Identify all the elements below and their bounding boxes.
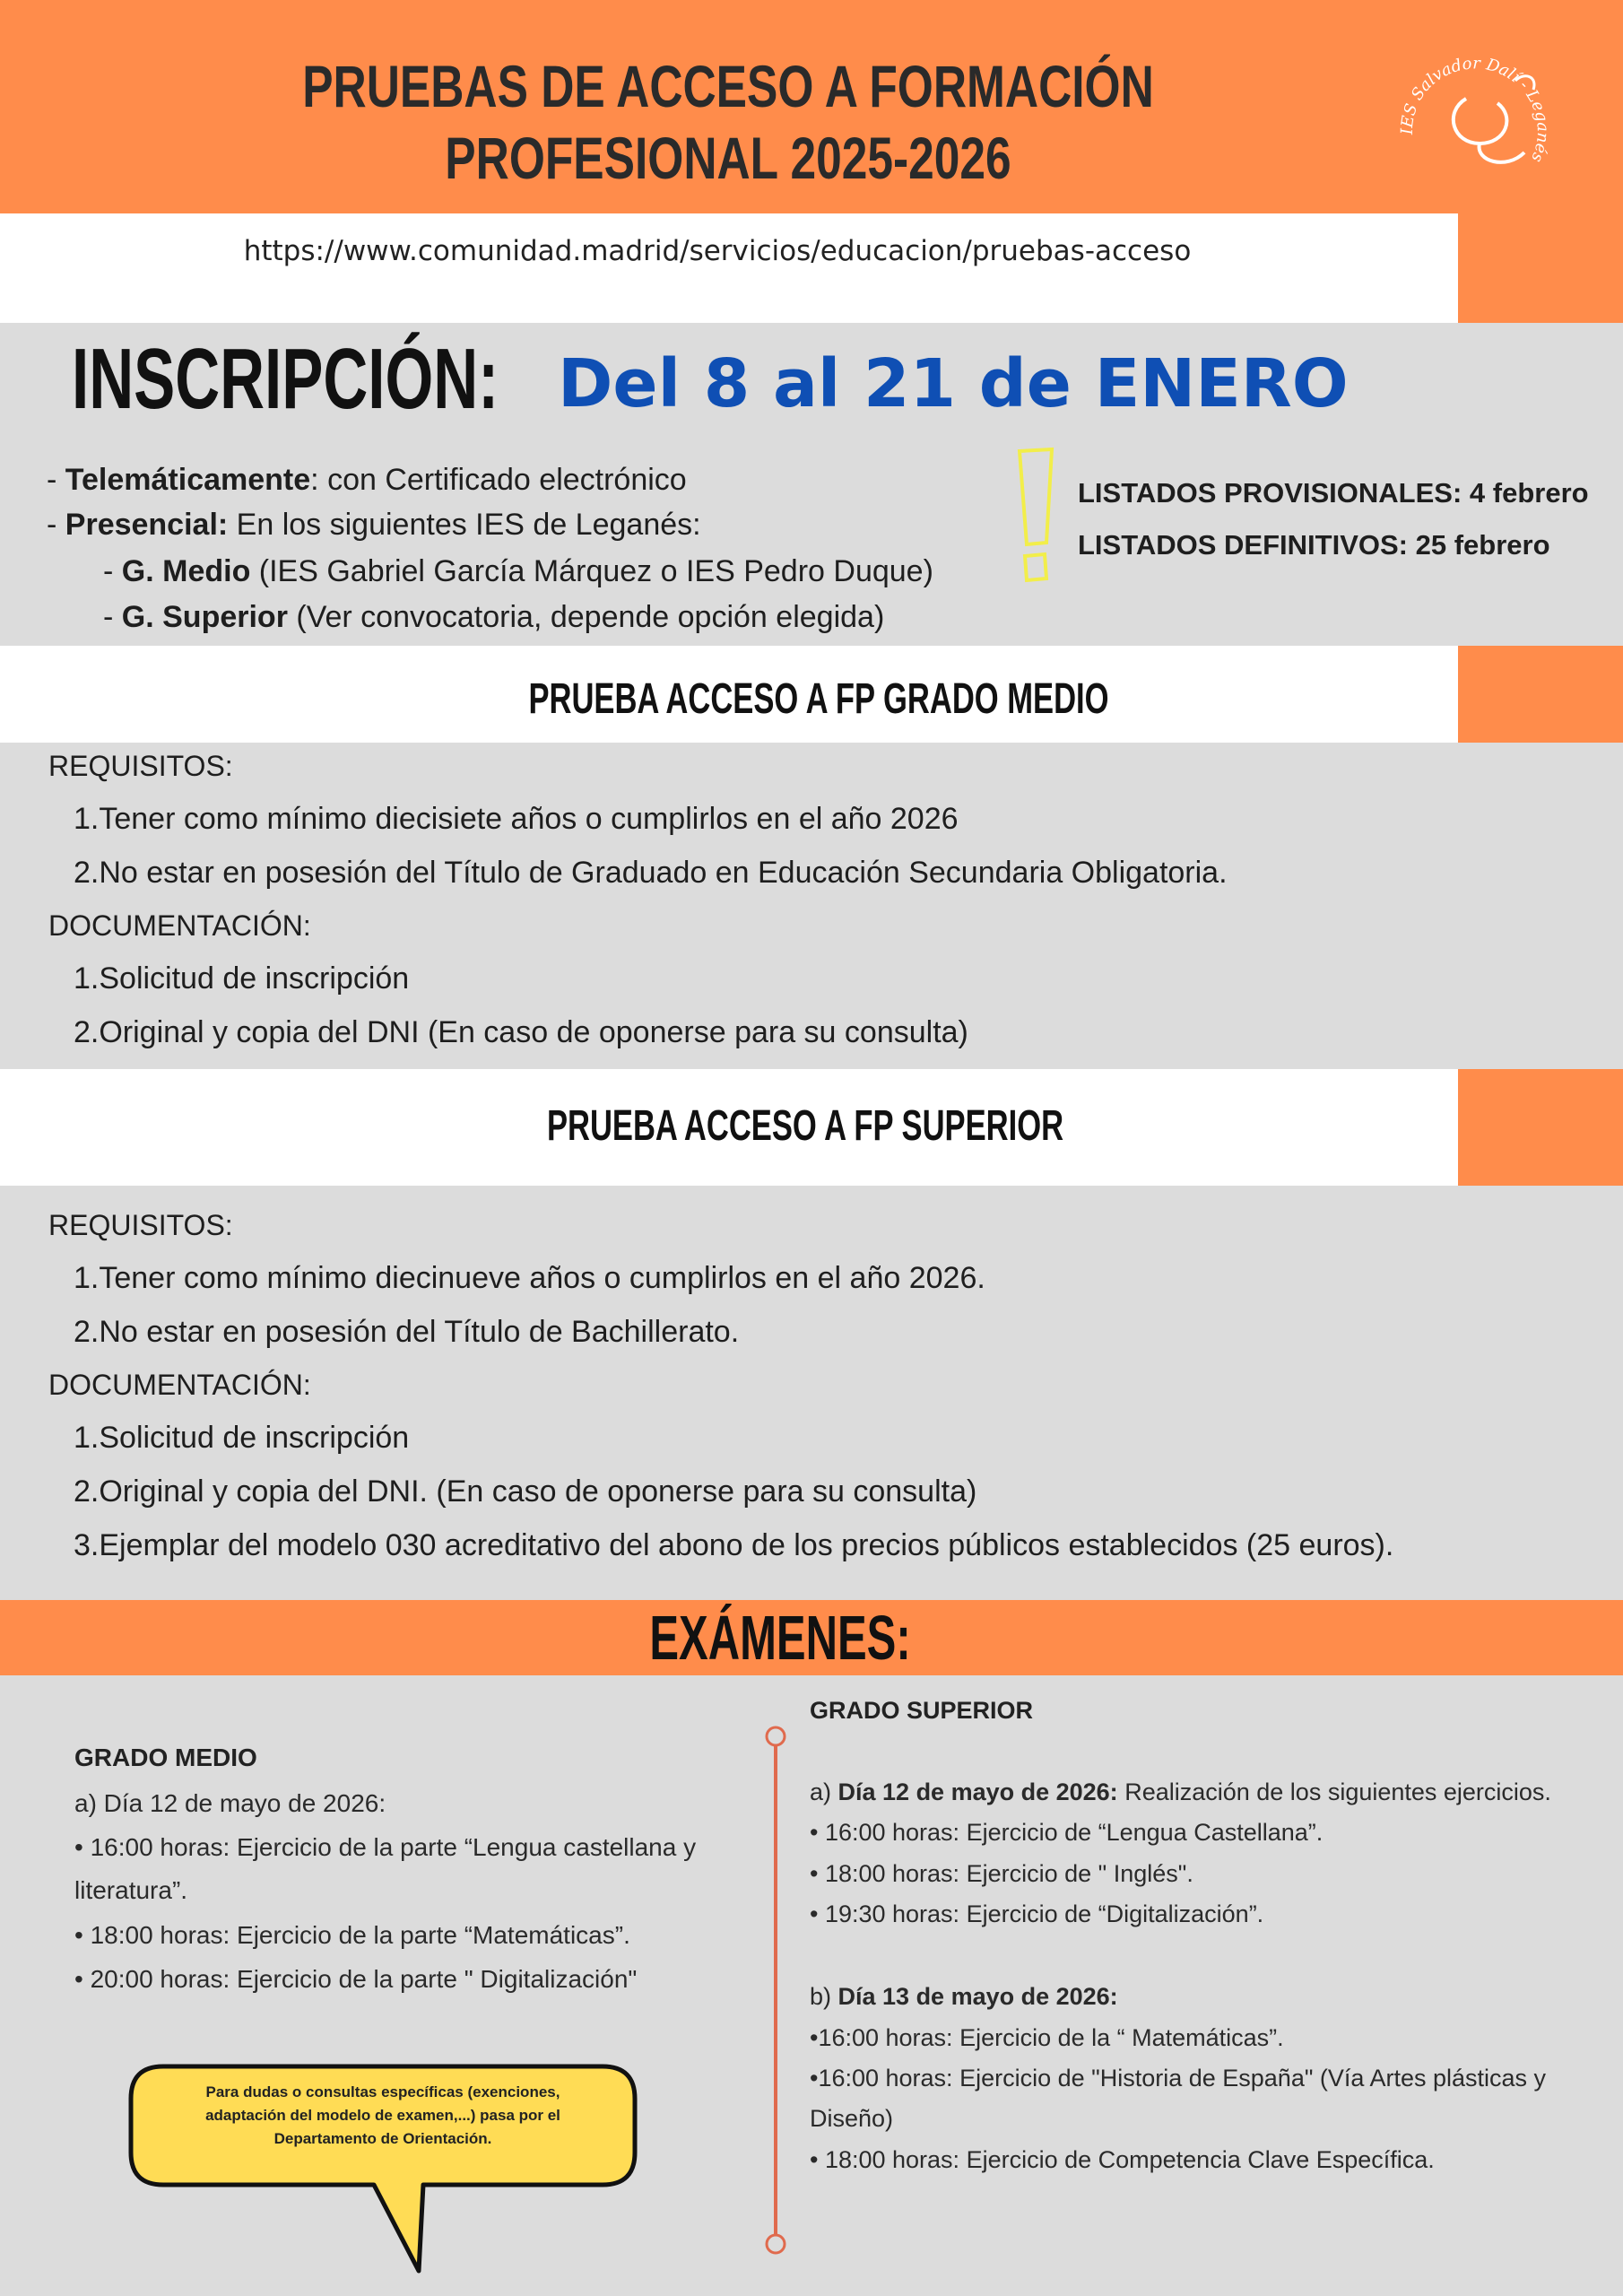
inscripcion-line-4: - G. Superior (Ver convocatoria, depende opción elegida) [103, 600, 885, 634]
medio-doc-item-2: 2.Original y copia del DNI (En caso de oponerse para su consulta) [74, 1015, 968, 1049]
inscripcion-line-3: - G. Medio (IES Gabriel García Márquez o IES Pedro Duque) [103, 554, 933, 588]
superior-heading: PRUEBA ACCESO A FP SUPERIOR [546, 1102, 1064, 1150]
page-title-line1: PRUEBAS DE ACCESO A FORMACIÓN [302, 53, 1154, 119]
speech-bubble [127, 2063, 638, 2278]
superior-doc-item-3: 3.Ejemplar del modelo 030 acreditativo del abono de los precios públicos establecidos (25 euros). [74, 1528, 1394, 1562]
exam-sup-a-line: a) Día 12 de mayo de 2026: Realización de los siguientes ejercicios. [810, 1779, 1551, 1805]
examenes-heading: EXÁMENES: [649, 1603, 911, 1673]
medio-heading-side [1458, 646, 1623, 743]
listados-definitivos: LISTADOS DEFINITIVOS: 25 febrero [1078, 529, 1550, 561]
exam-sup-a-item-1: • 16:00 horas: Ejercicio de “Lengua Castellana”. [810, 1819, 1324, 1846]
logo-icon [1381, 27, 1560, 206]
exam-sup-a-item-2: • 18:00 horas: Ejercicio de " Inglés". [810, 1860, 1193, 1887]
exam-medio-item-4: • 20:00 horas: Ejercicio de la parte " Digitalización" [74, 1965, 638, 1993]
school-logo [1381, 27, 1560, 206]
exclamation-icon [1009, 444, 1063, 596]
superior-doc-item-2: 2.Original y copia del DNI. (En caso de oponerse para su consulta) [74, 1474, 977, 1509]
exam-sup-b-item-1: •16:00 horas: Ejercicio de la “ Matemáticas”. [810, 2024, 1284, 2051]
superior-req-item-2: 2.No estar en posesión del Título de Bachillerato. [74, 1315, 740, 1349]
exam-sup-b-item-2: •16:00 horas: Ejercicio de "Historia de España" (Vía Artes plásticas y [810, 2065, 1547, 2092]
speech-bubble-text: Para dudas o consultas específicas (exenciones, adaptación del modelo de examen,...) pasa por el Departamento de Orientación. [205, 2083, 560, 2147]
svg-text:IES Salvador Dalí - Leganés: IES Salvador Dalí - Leganés [1397, 54, 1553, 165]
medio-heading: PRUEBA ACCESO A FP GRADO MEDIO [528, 675, 1109, 723]
medio-doc-item-1: 1.Solicitud de inscripción [74, 961, 410, 996]
timeline-divider [764, 1726, 787, 2257]
inscripcion-line-2: - Presencial: En los siguientes IES de Leganés: [47, 508, 701, 542]
exam-sup-a-item-3: • 19:30 horas: Ejercicio de “Digitalización”. [810, 1900, 1264, 1927]
url-band [0, 213, 1458, 323]
medio-req-item-1: 1.Tener como mínimo diecisiete años o cumplirlos en el año 2026 [74, 802, 959, 836]
superior-heading-side [1458, 1069, 1623, 1186]
inscripcion-label: INSCRIPCIÓN: [72, 331, 499, 427]
exam-sup-b-item-4: • 18:00 horas: Ejercicio de Competencia Clave Específica. [810, 2146, 1435, 2173]
superior-doc-item-1: 1.Solicitud de inscripción [74, 1421, 410, 1455]
exam-medio-date: a) Día 12 de mayo de 2026: [74, 1789, 386, 1817]
medio-req-label: REQUISITOS: [48, 750, 233, 782]
exam-medio-item-2: literatura”. [74, 1876, 188, 1904]
exam-medio-item-1: • 16:00 horas: Ejercicio de la parte “Lengua castellana y [74, 1833, 697, 1861]
medio-req-item-2: 2.No estar en posesión del Título de Graduado en Educación Secundaria Obligatoria. [74, 856, 1228, 890]
superior-doc-label: DOCUMENTACIÓN: [48, 1369, 311, 1401]
inscripcion-dates: Del 8 al 21 de ENERO [558, 345, 1349, 422]
exam-medio-title: GRADO MEDIO [74, 1744, 257, 1771]
superior-req-label: REQUISITOS: [48, 1209, 233, 1241]
source-url[interactable]: https://www.comunidad.madrid/servicios/educacion/pruebas-acceso [243, 235, 1192, 267]
exam-medio-item-3: • 18:00 horas: Ejercicio de la parte “Matemáticas”. [74, 1921, 630, 1949]
superior-req-item-1: 1.Tener como mínimo diecinueve años o cumplirlos en el año 2026. [74, 1261, 985, 1295]
url-band-side [1458, 213, 1623, 323]
exam-sup-b-item-3: Diseño) [810, 2105, 894, 2132]
inscripcion-line-1: - Telemáticamente: con Certificado electrónico [47, 463, 687, 497]
page-title-line2: PROFESIONAL 2025-2026 [445, 125, 1011, 191]
listados-provisionales: LISTADOS PROVISIONALES: 4 febrero [1078, 477, 1589, 509]
medio-doc-label: DOCUMENTACIÓN: [48, 909, 311, 942]
exam-sup-b-line: b) Día 13 de mayo de 2026: [810, 1983, 1118, 2010]
exam-superior-title: GRADO SUPERIOR [810, 1697, 1034, 1724]
